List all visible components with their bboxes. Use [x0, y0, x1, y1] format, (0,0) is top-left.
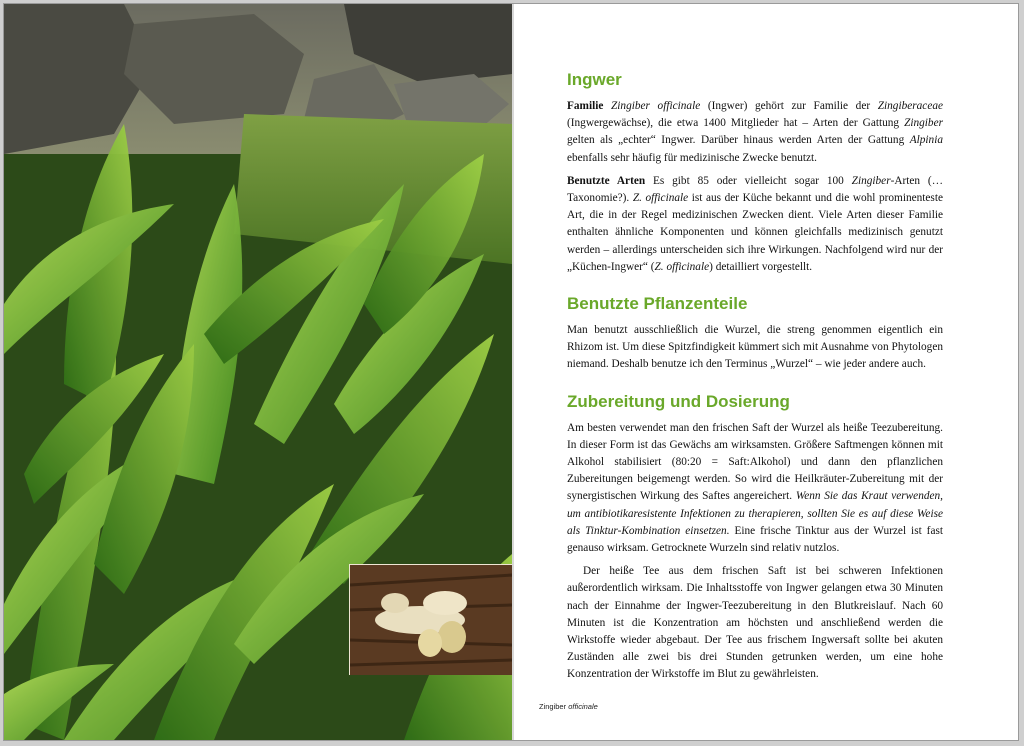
run: ) detailliert vorgestellt. [709, 260, 813, 273]
footer-genus: Zingiber [539, 702, 567, 711]
run: ebenfalls sehr häufig für medizinische Zwecke benutzt. [567, 151, 817, 164]
run-species: Z. officinale [632, 192, 689, 205]
run-species: Zingiber officinale [611, 100, 701, 112]
run-family: Zingiberaceae [877, 100, 943, 112]
run-lead: Familie [567, 100, 604, 112]
ginger-root-inset [349, 564, 512, 675]
paragraph-zubereitung [567, 420, 943, 558]
run: gelten als „echter“ Ingwer. Darüber hinaus werden Arten der Gattung [567, 134, 910, 147]
run: -Arten (… Taxonomie?). [567, 174, 943, 205]
paragraph-benutzte-arten [567, 173, 943, 276]
run: Eine frische Tinktur aus der Wurzel ist fast genauso wirksam. Getrocknete Wurzeln sind relativ nutzlos. [567, 524, 943, 555]
footer-species: officinale [568, 702, 598, 711]
run-genus: Zingiber [904, 117, 943, 130]
run-genus: Zingiber [851, 174, 891, 187]
run [603, 100, 611, 112]
plant-photo [4, 4, 512, 740]
run: (Ingwer) gehört zur Familie der [700, 100, 878, 112]
section-heading-ingwer: Ingwer [567, 70, 622, 89]
paragraph-pflanzenteile: Man benutzt ausschließlich die Wurzel, die streng genommen eigentlich ein Rhizom ist. Um diese Spitzfindigkeit kümmert sich mit Ausnahme von Phytologen niemand. Deshalb benutze ich den Terminus „Wurzel“ – wie jeder andere auch. [567, 324, 943, 371]
page-gutter [512, 4, 514, 740]
run: Am besten verwendet man den frischen Saft der Wurzel als heiße Teezubereitung. In dieser Form ist das Gewächs am wirksamsten. Größere Saftmengen können mit Alkohol stabilisiert (80:20 = Saft:Alkohol) und dann den pflanzlichen Zubereitungen beigemengt werden. So wird die Heilkräuter-Zubereitung mit der synergistischen Wirkung des Saftes angereichert. [567, 421, 943, 503]
run-lead: Benutzte Arten [567, 174, 646, 187]
section-heading-zubereitung: Zubereitung und Dosierung [567, 391, 790, 411]
run-genus: Alpinia [909, 134, 943, 147]
text-page [567, 70, 943, 690]
ginger-root-image [350, 565, 512, 675]
page-footer [539, 702, 598, 711]
run-species: Z. officinale [654, 260, 710, 273]
paragraph-tee: Der heiße Tee aus dem frischen Saft ist bei schweren Infektionen außerordentlich wirksam. Die Inhaltsstoffe von Ingwer gelangen etwa 30 Minuten nach der Einnahme der Ingwer-Teezubereitung in den Blutkreislauf. Nach 60 Minuten ist die Konzentration am höchsten und anschließend werden die Wirkstoffe wieder abgebaut. Der Tee aus frischem Ingwersaft sollte bei akuten Zuständen alle zwei bis drei Stunden getrunken werden, um eine hohe Konzentration der Wirkstoffe im Blut zu gewährleisten. [567, 565, 943, 681]
paragraph-familie [567, 98, 943, 167]
run: Es gibt 85 oder vielleicht sogar 100 [645, 174, 852, 187]
run: ist aus der Küche bekannt und die wohl prominenteste Art, die in der Regel medizinischen Zwecken dient. Viele Arten dieser Familie enthalten ähnliche Komponenten und können gleichfalls medizinisch genutzt werden – allerdings unterscheiden sich ihre Wirkungen. Nachfolgend wird nur der „Küchen-Ingwer“ ( [567, 192, 943, 273]
section-heading-pflanzenteile: Benutzte Pflanzenteile [567, 294, 748, 314]
run: (Ingwergewächse), die etwa 1400 Mitglieder hat – Arten der Gattung [567, 117, 905, 130]
run-emphasis: Wenn Sie das Kraut verwenden, um antibiotikaresistente Infektionen zu therapieren, sollten Sie es auf diese Weise als Tinktur-Kombination einsetzen. [567, 490, 943, 537]
